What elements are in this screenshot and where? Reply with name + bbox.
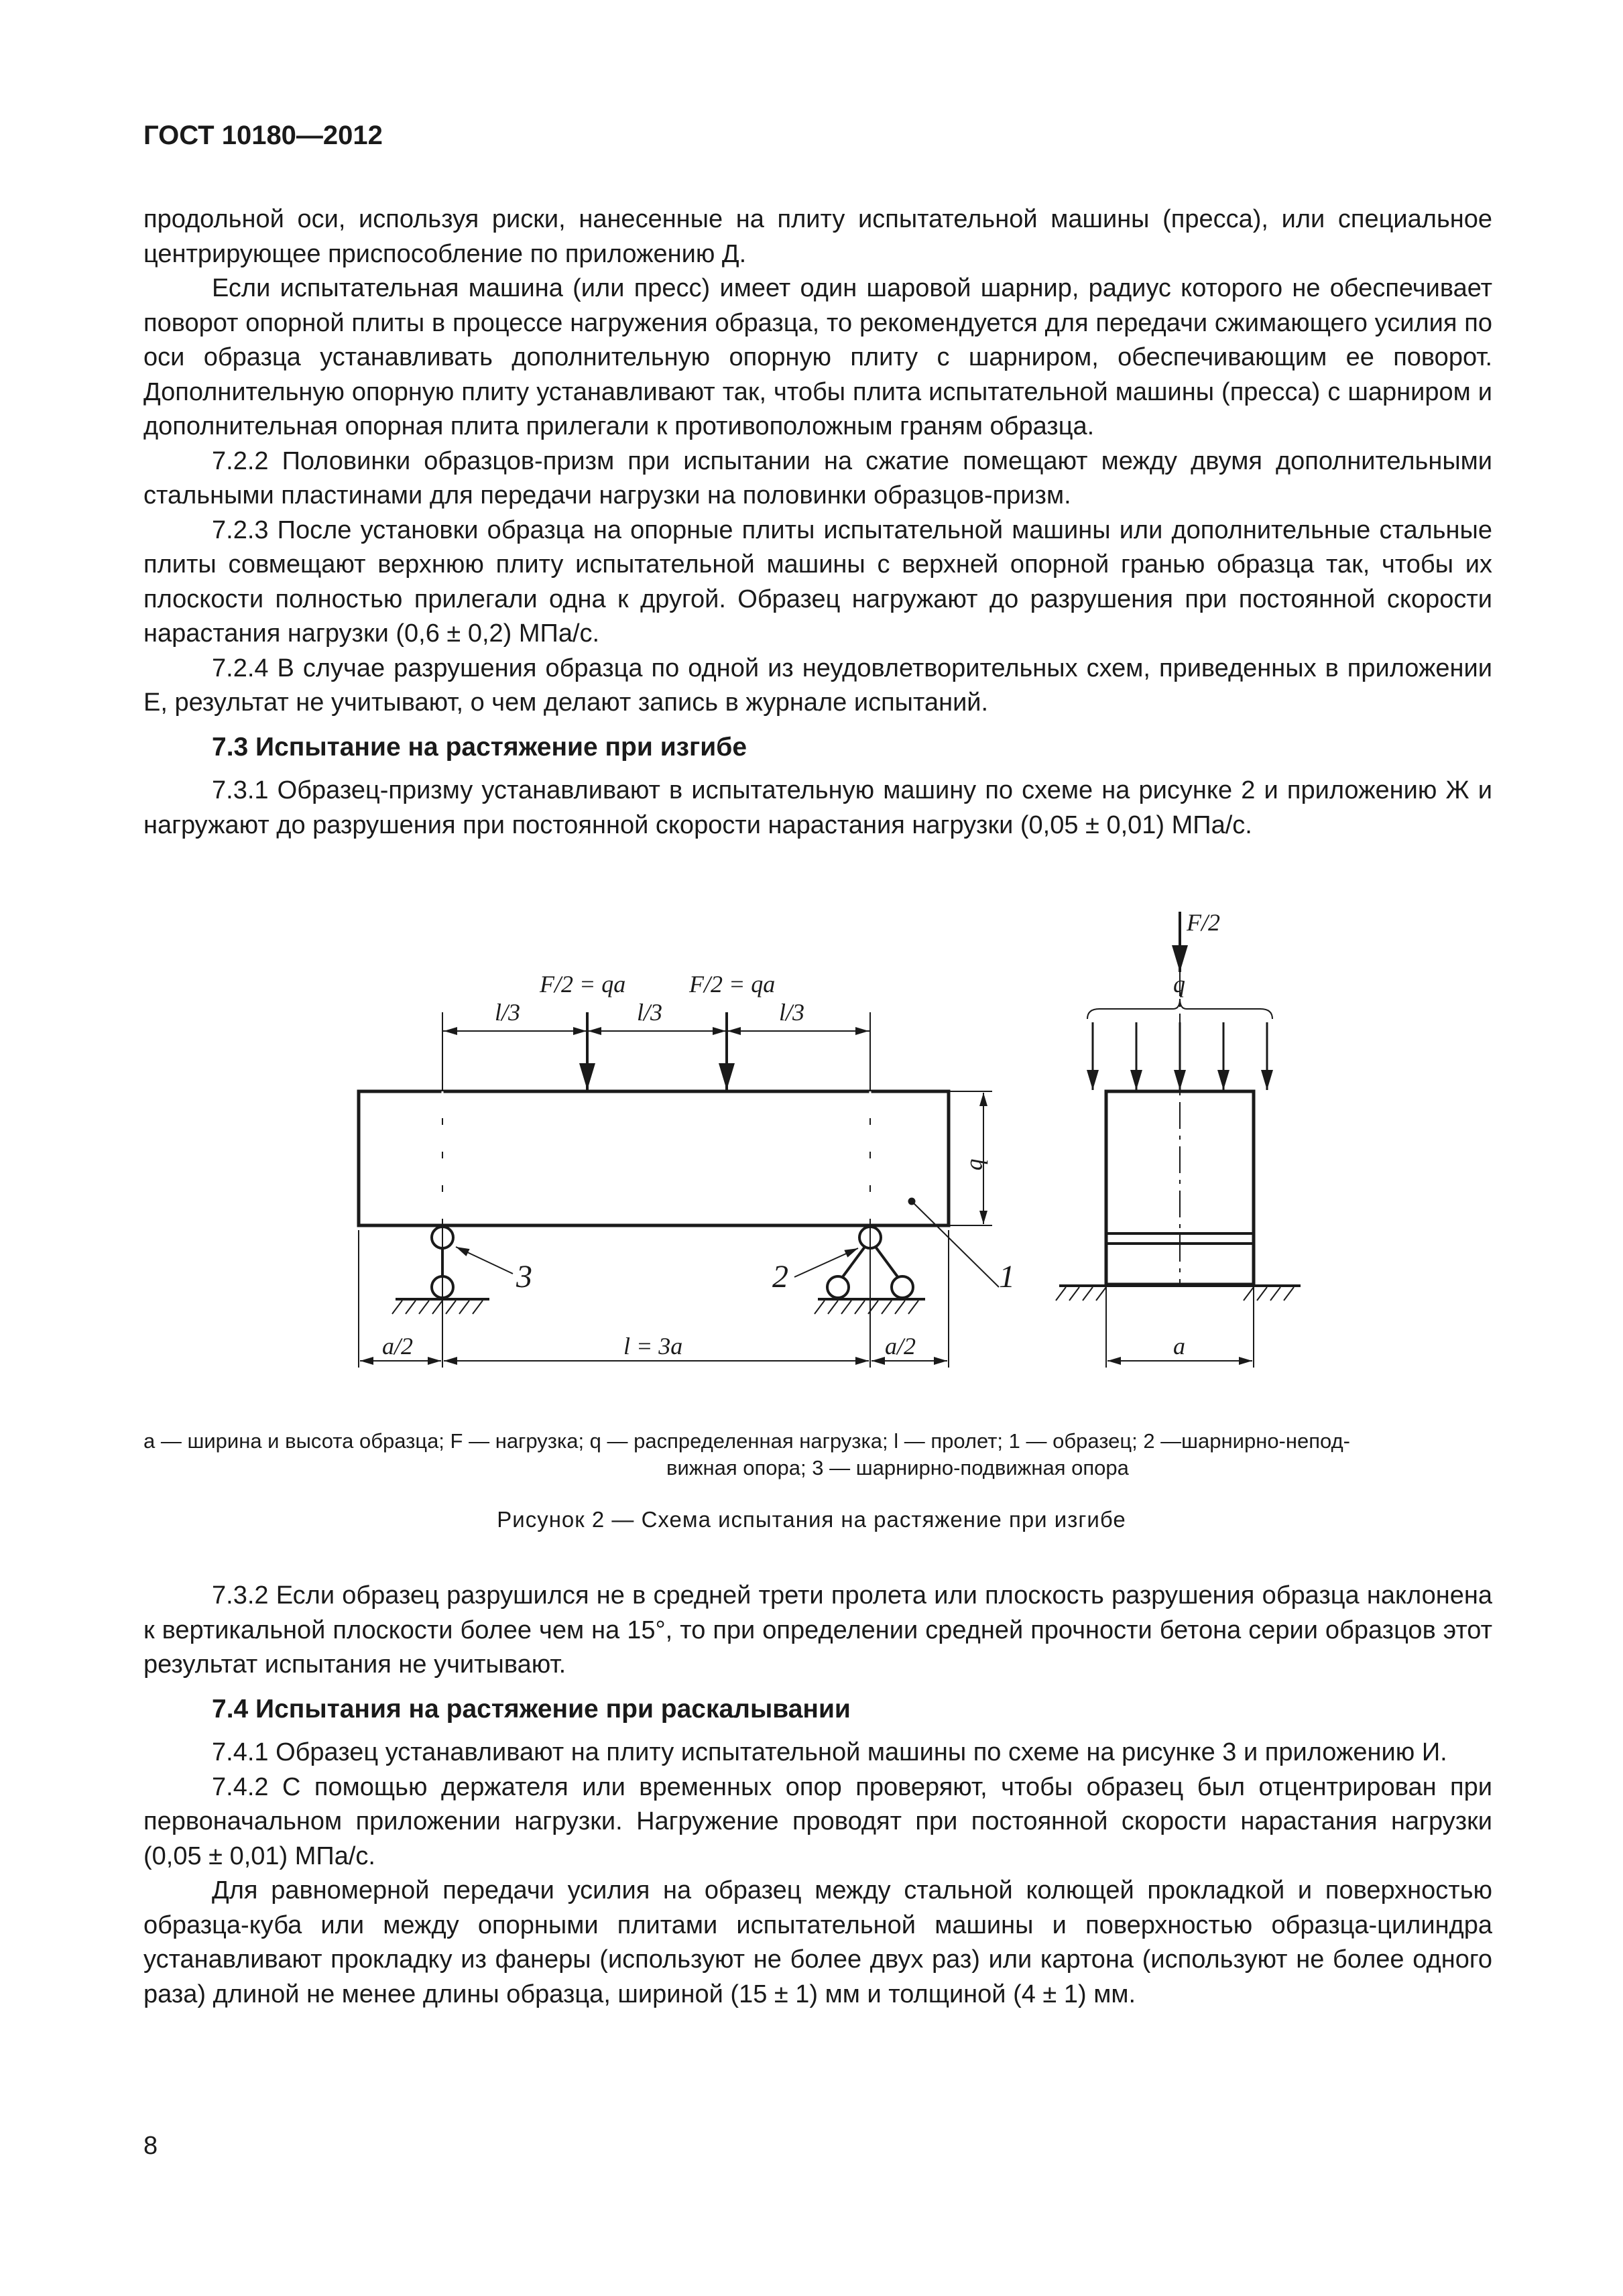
paragraph: Если испытательная машина (или пресс) имеет один шаровой шарнир, радиус которого не обеспечивает поворот опорной плиты в процессе нагружения образца, то рекомендуется для передачи сжимающего усилия по оси образца устанавливать дополнительную опорную плиту с шарниром, обеспечивающим ее поворот. Дополнительную опорную плиту устанавливают так, чтобы плита испытательной машины (пресса) с шарниром и дополнительная опорная плита прилегали к противоположным граням образца. xyxy=(143,274,1492,440)
side-a-label: a xyxy=(1173,1333,1185,1360)
paragraph: 7.4.1 Образец устанавливают на плиту испытательной машины по схеме на рисунке 3 и приложению И. xyxy=(212,1738,1447,1766)
dim-a-half-label: a/2 xyxy=(885,1333,916,1360)
callout-2: 2 xyxy=(772,1259,788,1294)
legend-line: a — ширина и высота образца; F — нагрузка; q — распределенная нагрузка; l — пролет; 1 — образец; 2 —шарнирно-непод- xyxy=(143,1429,1350,1453)
span-third-label: l/3 xyxy=(779,999,805,1026)
text-block-top xyxy=(143,202,1492,843)
side-load-label: F/2 xyxy=(1187,909,1220,936)
text-block-bottom xyxy=(143,1579,1492,2012)
side-q-label: q xyxy=(1173,971,1185,998)
paragraph: 7.2.3 После установки образца на опорные плиты испытательной машины или дополнительные стальные плиты совмещают верхнюю плиту испытательной машины с верхней опорной гранью образца так, чтобы их плоскости полностью прилегали одна к другой. Образец нагружают до разрушения при постоянной скорости нарастания нагрузки (0,6 ± 0,2) МПа/с. xyxy=(143,516,1492,648)
paragraph: 7.3.1 Образец-призму устанавливают в испытательную машину по схеме на рисунке 2 и приложению Ж и нагружают до разрушения при постоянной скорости нарастания нагрузки (0,05 ± 0,01) МПа/с. xyxy=(143,776,1492,839)
dim-b-label: b xyxy=(965,1158,992,1170)
legend-line: вижная опора; 3 — шарнирно-подвижная опора xyxy=(666,1456,1129,1479)
span-third-label: l/3 xyxy=(495,999,521,1026)
dim-l-label: l = 3a xyxy=(623,1333,683,1360)
paragraph: Для равномерной передачи усилия на образец между стальной колющей прокладкой и поверхностью образца-куба или между опорными плитами испытательной машины и поверхностью образца-цилиндра устанавливают прокладку из фанеры (используют не более двух раз) или картона (используют не более одного раза) длиной не менее длины образца, шириной (15 ± 1) мм и толщиной (4 ± 1) мм. xyxy=(143,1876,1492,2008)
callout-1: 1 xyxy=(999,1259,1015,1294)
figure-legend xyxy=(143,1428,1492,1482)
paragraph: 7.2.4 В случае разрушения образца по одной из неудовлетворительных схем, приведенных в приложении Е, результат не учитывают, о чем делают запись в журнале испытаний. xyxy=(143,654,1492,717)
load-label-right: F/2 = qa xyxy=(689,971,776,998)
section-heading: 7.3 Испытание на растяжение при изгибе xyxy=(212,732,747,762)
figure-caption: Рисунок 2 — Схема испытания на растяжение при изгибе xyxy=(497,1507,1126,1532)
paragraph: 7.3.2 Если образец разрушился не в средней трети пролета или плоскость разрушения образца наклонена к вертикальной плоскости более чем на 15°, то при определении средней прочности бетона серии образцов этот результат испытания не учитывают. xyxy=(143,1581,1492,1679)
paragraph: 7.2.2 Половинки образцов-призм при испытании на сжатие помещают между двумя дополнительными стальными пластинами для передачи нагрузки на половинки образцов-призм. xyxy=(143,446,1492,509)
span-third-label: l/3 xyxy=(637,999,663,1026)
callout-3: 3 xyxy=(516,1259,532,1294)
load-label-left: F/2 = qa xyxy=(540,971,626,998)
section-heading: 7.4 Испытания на растяжение при раскалывании xyxy=(212,1694,851,1724)
figure-bending-test-diagram xyxy=(322,898,1327,1394)
document-header: ГОСТ 10180—2012 xyxy=(143,121,383,150)
page-number: 8 xyxy=(143,2132,158,2160)
dim-a-half-label: a/2 xyxy=(382,1333,414,1360)
specimen-beam xyxy=(359,1091,949,1225)
paragraph: продольной оси, используя риски, нанесенные на плиту испытательной машины (пресса), или специальное центрирующее приспособление по приложению Д. xyxy=(143,205,1492,268)
paragraph: 7.4.2 С помощью держателя или временных опор проверяют, чтобы образец был отцентрирован при первоначальном приложении нагрузки. Нагружение проводят при постоянной скорости нарастания нагрузки (0,05 ± 0,01) МПа/с. xyxy=(143,1772,1492,1870)
